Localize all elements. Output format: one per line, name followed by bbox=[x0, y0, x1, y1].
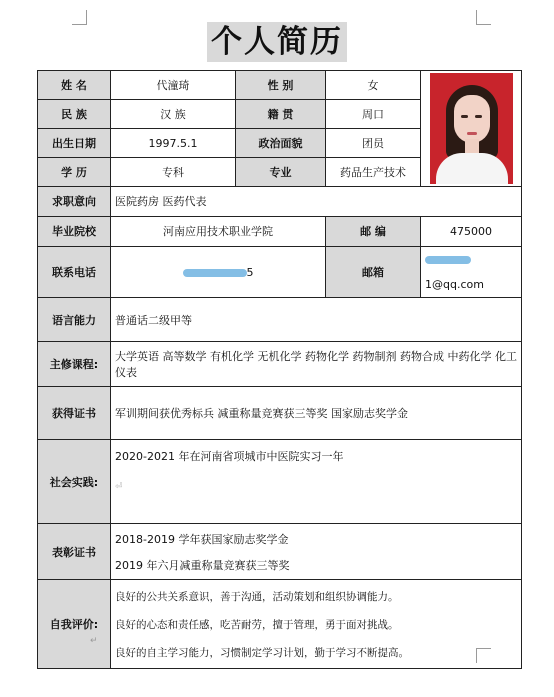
ethnicity-label: 民 族 bbox=[38, 100, 111, 129]
award-item: 2019 年六月减重称量竞赛获三等奖 bbox=[115, 558, 290, 572]
language-value: 普通话二级甲等 bbox=[111, 298, 522, 342]
gender-label: 性 别 bbox=[236, 71, 326, 100]
phone-visible: 5 bbox=[246, 265, 254, 279]
paragraph-mark: ↵ bbox=[90, 636, 98, 646]
political-value: 团员 bbox=[326, 129, 421, 158]
self-eval-item: 良好的心态和责任感，吃苦耐劳，擅于管理，勇于面对挑战。 bbox=[115, 618, 399, 631]
birth-label: 出生日期 bbox=[38, 129, 111, 158]
job-label: 求职意向 bbox=[38, 187, 111, 217]
award-item: 2018-2019 学年获国家励志奖学金 bbox=[115, 532, 289, 546]
zip-label: 邮 编 bbox=[326, 217, 421, 247]
birth-value: 1997.5.1 bbox=[111, 129, 236, 158]
origin-value: 周口 bbox=[326, 100, 421, 129]
redaction-mark bbox=[183, 269, 247, 277]
name-value: 代潼琦 bbox=[111, 71, 236, 100]
education-value: 专科 bbox=[111, 158, 236, 187]
awards-cell bbox=[111, 524, 522, 580]
certificates-label: 获得证书 bbox=[38, 387, 111, 440]
certificates-value: 军训期间获优秀标兵 减重称量竞赛获三等奖 国家励志奖学金 bbox=[111, 387, 522, 440]
photo-cell bbox=[421, 71, 522, 187]
email-value bbox=[421, 247, 522, 298]
zip-value: 475000 bbox=[421, 217, 522, 247]
origin-label: 籍 贯 bbox=[236, 100, 326, 129]
practice-value: 2020-2021 年在河南省项城市中医院实习一年 bbox=[115, 450, 344, 463]
practice-label: 社会实践: bbox=[38, 440, 111, 524]
self-eval-item: 良好的公共关系意识，善于沟通，活动策划和组织协调能力。 bbox=[115, 590, 399, 603]
self-eval-label: 自我评价: bbox=[38, 580, 111, 669]
ethnicity-value: 汉 族 bbox=[111, 100, 236, 129]
phone-label: 联系电话 bbox=[38, 247, 111, 298]
practice-cell bbox=[111, 440, 522, 524]
email-label: 邮箱 bbox=[326, 247, 421, 298]
courses-label: 主修课程: bbox=[38, 342, 111, 387]
education-label: 学 历 bbox=[38, 158, 111, 187]
language-label: 语言能力 bbox=[38, 298, 111, 342]
job-value: 医院药房 医药代表 bbox=[111, 187, 522, 217]
courses-value: 大学英语 高等数学 有机化学 无机化学 药物化学 药物制剂 药物合成 中药化学 化工仪表 bbox=[111, 342, 522, 387]
gender-value: 女 bbox=[326, 71, 421, 100]
paragraph-mark: ⏎ bbox=[115, 482, 123, 492]
name-label: 姓 名 bbox=[38, 71, 111, 100]
major-label: 专业 bbox=[236, 158, 326, 187]
profile-photo bbox=[430, 73, 513, 184]
phone-value bbox=[111, 247, 326, 298]
self-eval-cell bbox=[111, 580, 522, 669]
major-value: 药品生产技术 bbox=[326, 158, 421, 187]
resume-table bbox=[37, 70, 522, 669]
redaction-mark bbox=[425, 256, 471, 264]
title-wrap bbox=[0, 22, 554, 62]
email-visible: 1@qq.com bbox=[425, 278, 484, 291]
school-value: 河南应用技术职业学院 bbox=[111, 217, 326, 247]
school-label: 毕业院校 bbox=[38, 217, 111, 247]
political-label: 政治面貌 bbox=[236, 129, 326, 158]
awards-label: 表彰证书 bbox=[38, 524, 111, 580]
self-eval-item: 良好的自主学习能力，习惯制定学习计划，勤于学习不断提高。 bbox=[115, 646, 409, 659]
page-title: 个人简历 bbox=[207, 22, 347, 62]
